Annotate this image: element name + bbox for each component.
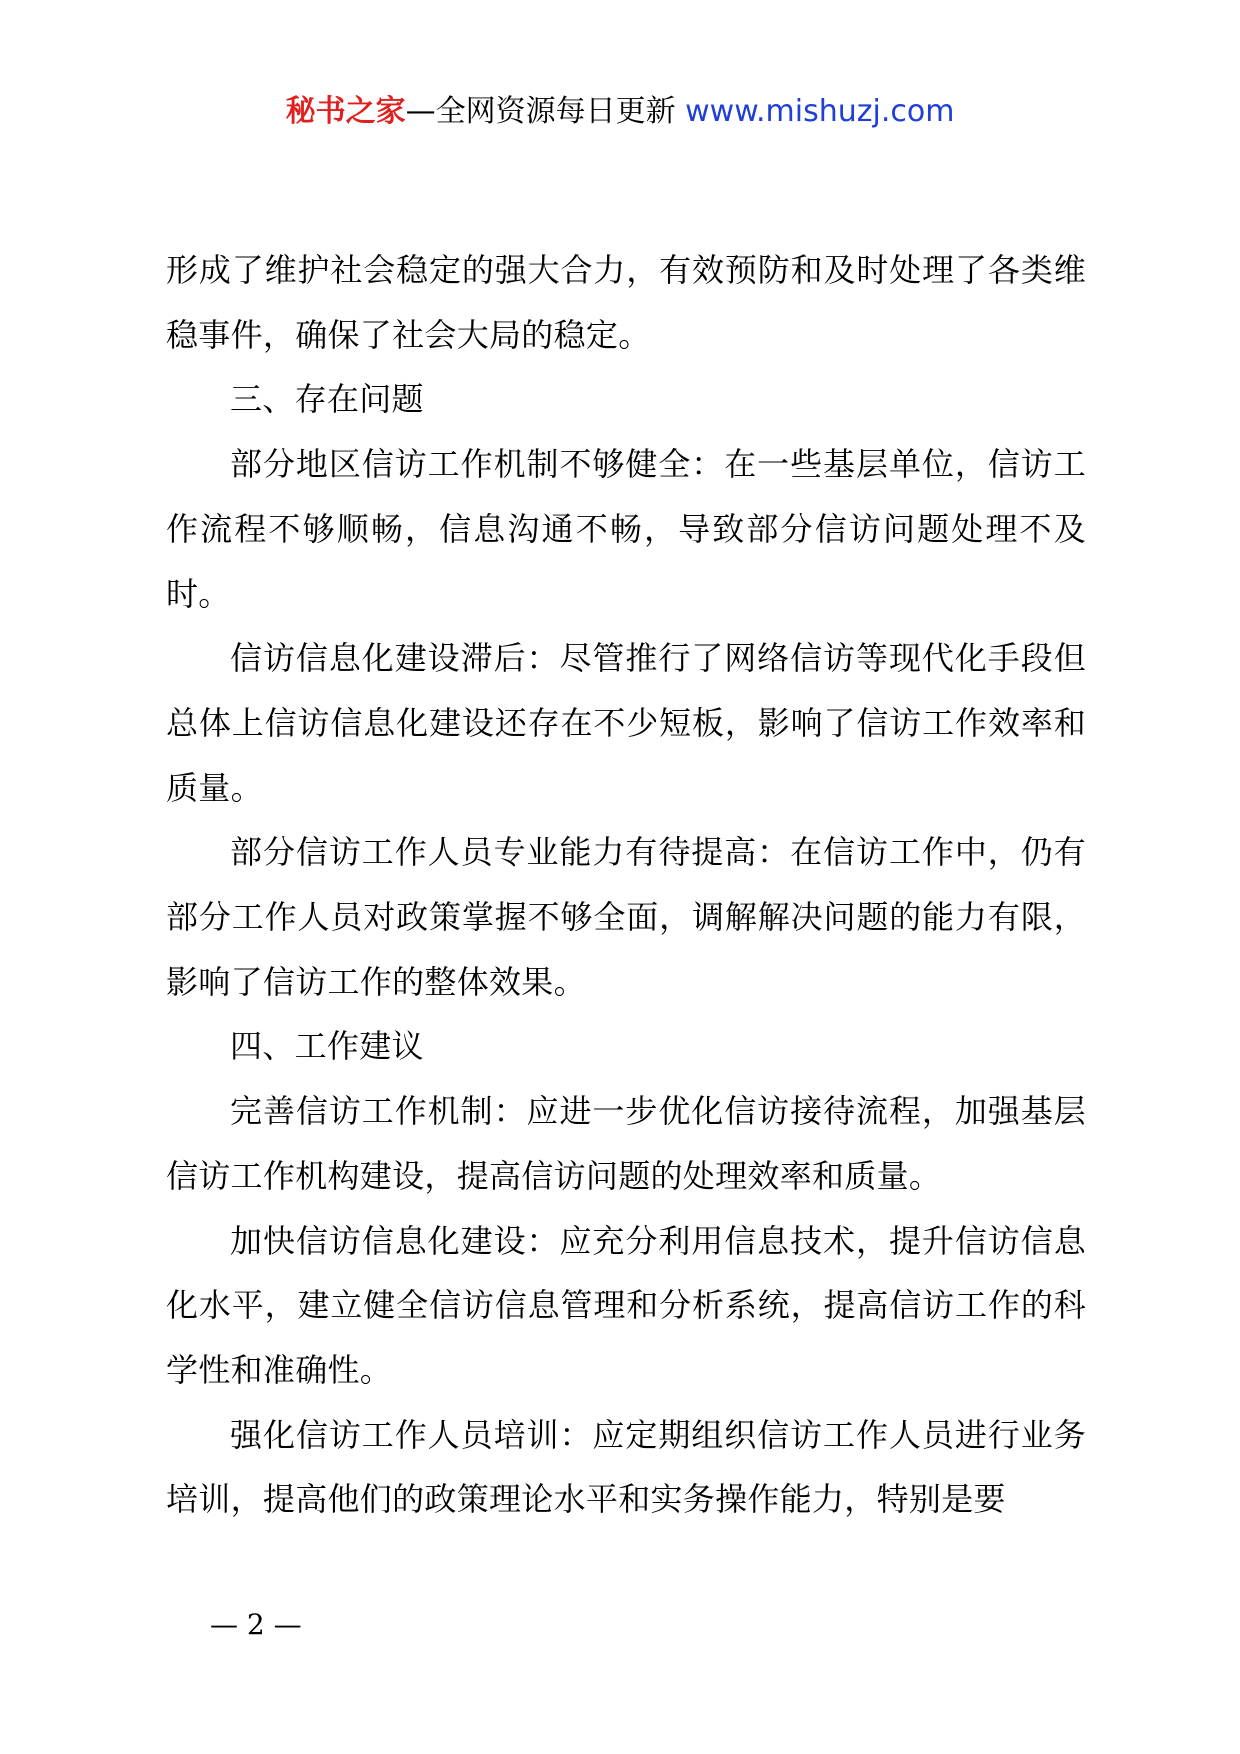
header-slogan: —全网资源每日更新 — [405, 94, 686, 129]
paragraph-speed-informatization: 加快信访信息化建设：应充分利用信息技术，提升信访信息化水平，建立健全信访信息管理和分析系统，提高信访工作的科学性和准确性。 — [166, 1221, 1086, 1389]
page-number: — 2 — — [210, 1608, 302, 1641]
paragraph-continuation: 形成了维护社会稳定的强大合力，有效预防和及时处理了各类维稳事件，确保了社会大局的稳定。 — [166, 251, 1086, 354]
paragraph-staff-ability-issue: 部分信访工作人员专业能力有待提高：在信访工作中，仍有部分工作人员对政策掌握不够全面，调解解决问题的能力有限，影响了信访工作的整体效果。 — [166, 833, 1086, 1001]
brand-name: 秘书之家 — [285, 94, 406, 129]
site-url-link[interactable]: www.mishuzj.com — [685, 94, 955, 129]
section-heading-suggestions: 四、工作建议 — [230, 1027, 424, 1066]
section-heading-problems: 三、存在问题 — [230, 380, 424, 419]
paragraph-improve-mechanism: 完善信访工作机制：应进一步优化信访接待流程，加强基层信访工作机构建设，提高信访问题的处理效率和质量。 — [166, 1092, 1086, 1195]
document-body — [166, 238, 1086, 1532]
paragraph-informatization-issue: 信访信息化建设滞后：尽管推行了网络信访等现代化手段但总体上信访信息化建设还存在不少短板，影响了信访工作效率和质量。 — [166, 639, 1086, 807]
site-header — [0, 90, 1240, 134]
paragraph-staff-training: 强化信访工作人员培训：应定期组织信访工作人员进行业务培训，提高他们的政策理论水平和实务操作能力，特别是要 — [166, 1415, 1086, 1519]
paragraph-mechanism-issue: 部分地区信访工作机制不够健全：在一些基层单位，信访工作流程不够顺畅，信息沟通不畅，导致部分信访问题处理不及时。 — [166, 445, 1086, 613]
